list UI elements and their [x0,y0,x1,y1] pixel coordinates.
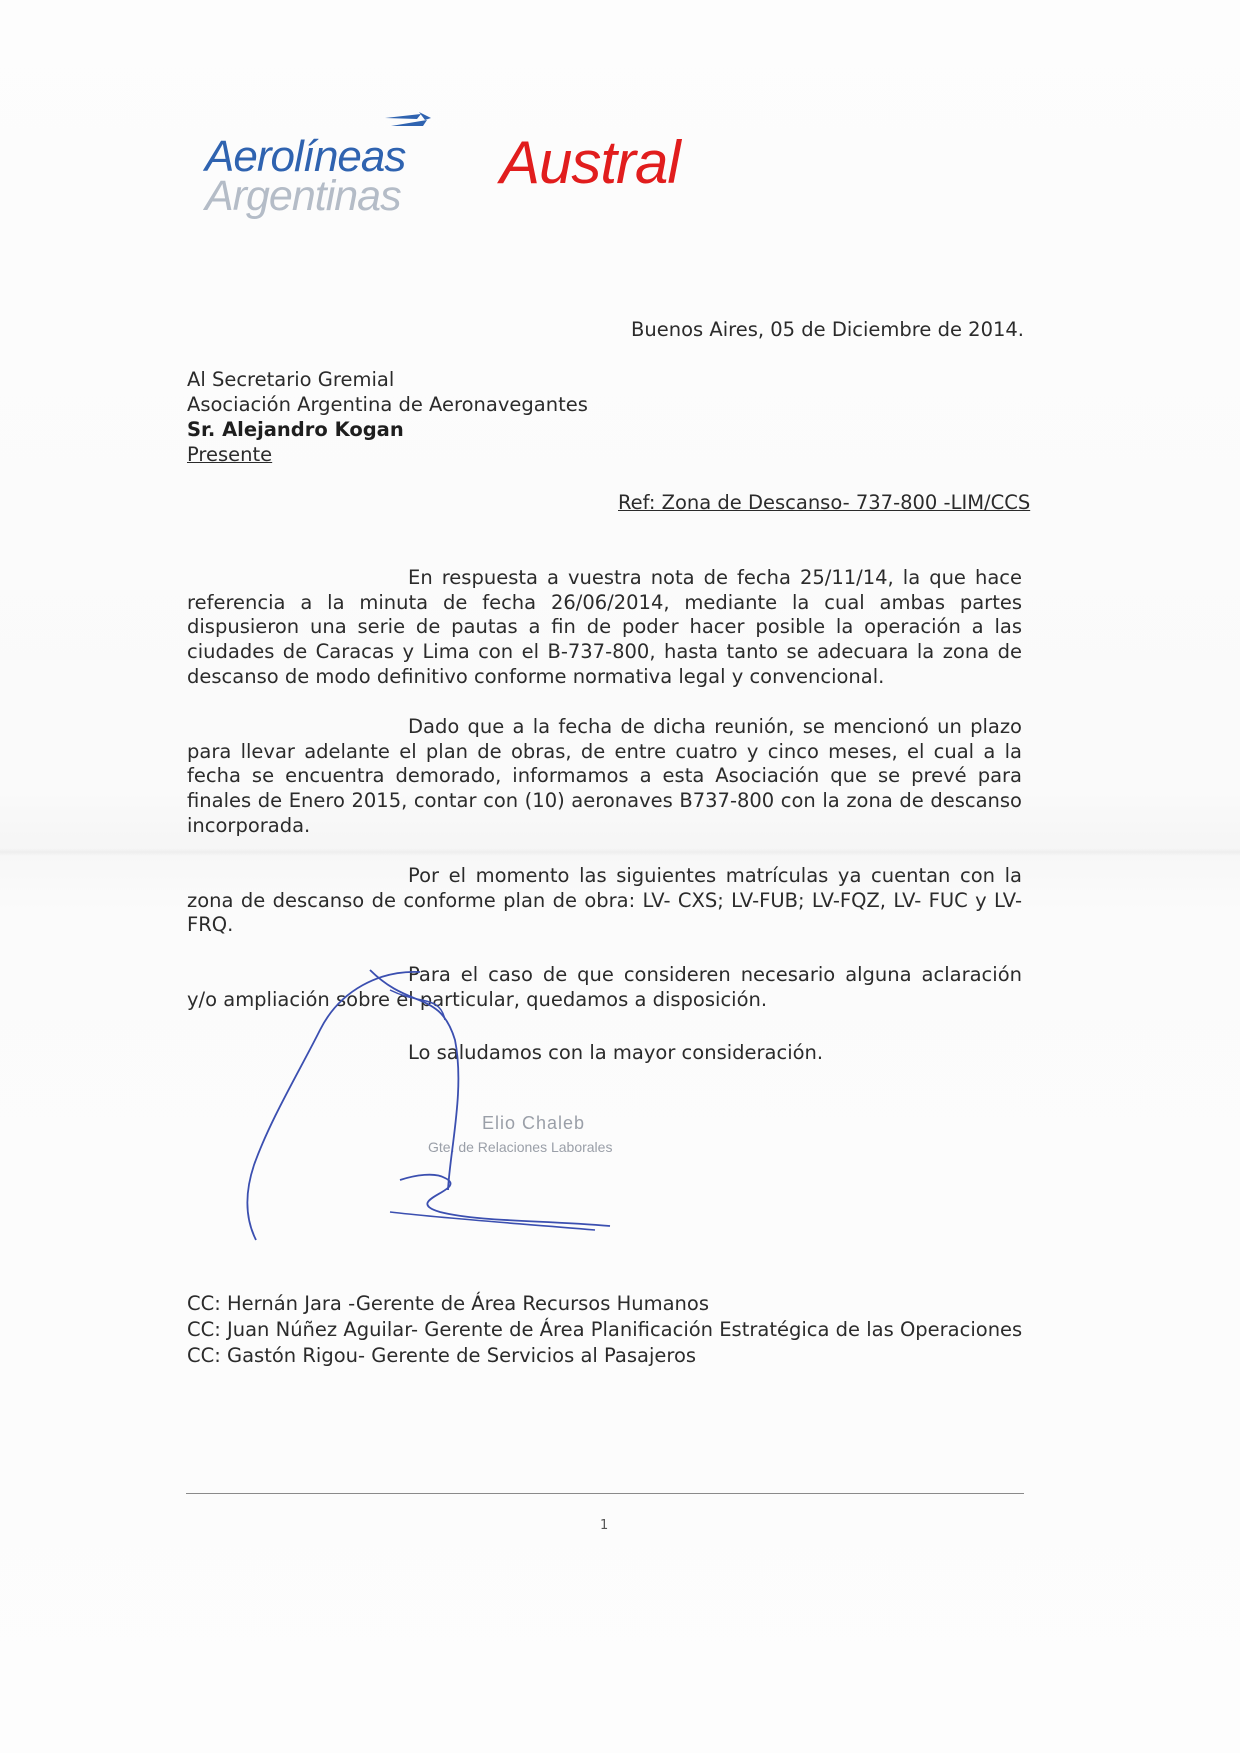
austral-logo: Austral [500,129,680,196]
signature-stamp-title: Gte. de Relaciones Laborales [428,1139,613,1155]
paragraph-2-line-2: para llevar adelante el plan de obras, de entre cuatro y cinco meses, el cual a la [187,739,1022,763]
paragraph-1 [187,566,1022,690]
cc-line-1: CC: Hernán Jara -Gerente de Área Recursos Humanos [187,1292,709,1315]
recipient-line-1: Al Secretario Gremial [187,368,395,391]
paragraph-4-line-2: y/o ampliación sobre el particular, quedamos a disposición. [187,987,768,1011]
cc-line-2: CC: Juan Núñez Aguilar- Gerente de Área Planificación Estratégica de las Operaciones [187,1318,1023,1341]
cc-line-3: CC: Gastón Rigou- Gerente de Servicios al Pasajeros [187,1344,697,1367]
paragraph-1-line-3: dispusieron una serie de pautas a fin de poder hacer posible la operación a las [187,615,1022,639]
signature-stamp-name: Elio Chaleb [482,1113,586,1133]
letter-date: Buenos Aires, 05 de Diciembre de 2014. [631,318,1024,341]
paragraph-3-line-3: FRQ. [187,913,234,937]
logo-line-aerolineas: Aerolíneas [205,132,406,181]
handwritten-signature [240,950,620,1250]
paragraph-1-line-4: ciudades de Caracas y Lima con el B-737-800, hasta tanto se adecuara la zona de [187,640,1022,664]
paragraph-2-line-5: incorporada. [187,813,311,837]
paragraph-2-line-1: Dado que a la fecha de dicha reunión, se mencionó un plazo [408,715,1022,738]
paragraph-4-line-1: Para el caso de que consideren necesario alguna aclaración [408,963,1022,986]
paragraph-2-line-3: fecha se encuentra demorado, informamos a esta Asociación que se prevé para [187,764,1022,788]
recipient-name: Sr. Alejandro Kogan [187,418,404,441]
paper-fold [0,848,1240,856]
reference-line: Ref: Zona de Descanso- 737-800 -LIM/CCS [618,491,1031,514]
paragraph-3-line-1: Por el momento las siguientes matrículas ya cuentan con la [408,864,1022,887]
paragraph-3-line-2: zona de descanso de conforme plan de obra: LV- CXS; LV-FUB; LV-FQZ, LV- FUC y LV- [187,888,1022,912]
aerolineas-argentinas-logo [205,110,445,220]
logo-line-argentinas: Argentinas [205,172,401,220]
paragraph-2-line-4: finales de Enero 2015, contar con (10) aeronaves B737-800 con la zona de descanso [187,789,1022,813]
paragraph-1-line-2: referencia a la minuta de fecha 26/06/2014, mediante la cual ambas partes [187,590,1022,614]
paragraph-3 [187,864,1022,938]
paragraph-2 [187,715,1022,839]
paragraph-1-line-5: descanso de modo definitivo conforme normativa legal y convencional. [187,664,885,688]
recipient-presente: Presente [187,443,273,466]
recipient-line-2: Asociación Argentina de Aeronavegantes [187,393,588,416]
paragraph-1-line-1: En respuesta a vuestra nota de fecha 25/11/14, la que hace [408,566,1022,589]
swoosh-icon [383,110,433,132]
footer-rule [186,1493,1024,1494]
closing-line: Lo saludamos con la mayor consideración. [408,1041,824,1064]
page-number: 1 [600,1518,609,1533]
